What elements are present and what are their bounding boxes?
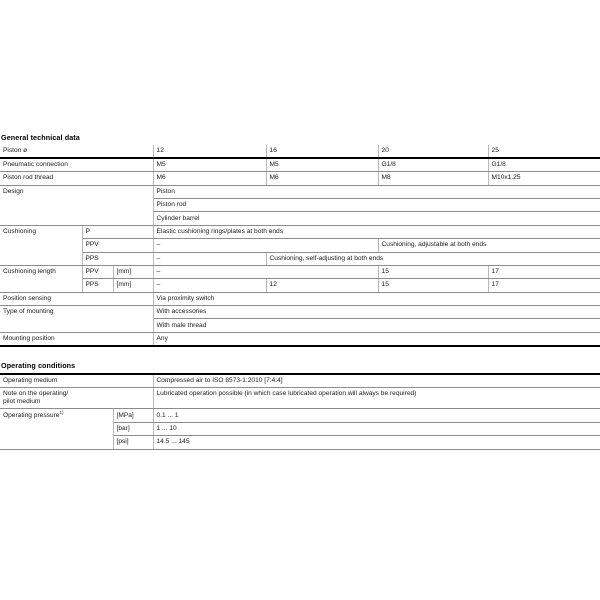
sub-label-cushioning-length-ppv: PPV	[82, 265, 113, 278]
header-size-20: 20	[378, 145, 488, 158]
table-row-operating-pressure-mpa	[0, 409, 600, 422]
cell-cushioning-ppv-adjustable: Cushioning, adjustable at both ends	[378, 239, 600, 252]
table-row-cushioning-pps	[0, 252, 600, 265]
block-general-technical-data	[0, 133, 600, 347]
section-heading-general-technical-data: General technical data	[1, 133, 80, 142]
note-label-line-2: pilot medium	[3, 398, 41, 406]
cell-operating-pressure-psi-value: 14.5 ... 145	[153, 436, 600, 449]
cell-pneumatic-connection-12: M5	[153, 158, 266, 172]
cell-piston-rod-thread-12: M6	[153, 172, 266, 185]
cell-position-sensing-value: Via proximity switch	[153, 292, 600, 305]
datasheet-page	[0, 133, 600, 450]
unit-operating-pressure-psi: [psi]	[113, 436, 153, 449]
cell-piston-rod-thread-20: M8	[378, 172, 488, 185]
section-heading-operating-conditions: Operating conditions	[1, 361, 76, 371]
table-general-technical-data	[0, 145, 600, 348]
cell-cushioning-length-ppv-20: 15	[378, 265, 488, 278]
sub-label-cushioning-p: P	[82, 225, 153, 238]
row-label-cushioning: Cushioning	[0, 225, 82, 265]
header-size-12: 12	[153, 145, 266, 158]
unit-operating-pressure-bar: [bar]	[113, 422, 153, 435]
row-label-note-on-medium	[0, 388, 153, 409]
cell-pneumatic-connection-25: G1/8	[488, 158, 600, 172]
sub-label-cushioning-pps: PPS	[82, 252, 153, 265]
cell-cushioning-pps-dash: –	[153, 252, 266, 265]
cell-operating-pressure-mpa-value: 0.1 ... 1	[153, 409, 600, 422]
table-operating-conditions	[0, 373, 600, 450]
header-label-piston-diameter: Piston ø	[0, 145, 153, 158]
cell-cushioning-p-value: Elastic cushioning rings/plates at both ends	[153, 225, 600, 238]
cell-cushioning-length-pps-16: 12	[266, 279, 378, 292]
table-row-cushioning-length-ppv	[0, 265, 600, 278]
row-label-pneumatic-connection: Pneumatic connection	[0, 158, 153, 172]
cell-operating-pressure-bar-value: 1 ... 10	[153, 422, 600, 435]
cell-piston-rod-thread-16: M6	[266, 172, 378, 185]
header-size-25: 25	[491, 146, 499, 154]
cell-design-piston: Piston	[153, 185, 600, 198]
table-row-operating-medium	[0, 374, 600, 388]
unit-operating-pressure-mpa: [MPa]	[113, 409, 153, 422]
cell-operating-medium-value: Compressed air to ISO 8573-1:2010 [7:4:4]	[153, 374, 600, 388]
section-spacer	[0, 347, 600, 361]
cell-design-cylinder-barrel: Cylinder barrel	[153, 212, 600, 225]
cell-design-piston-rod: Piston rod	[153, 199, 600, 212]
table-row-mounting-position	[0, 332, 600, 346]
cell-note-on-medium-value: Lubricated operation possible (in which case lubricated operation will always be required)	[153, 388, 600, 409]
cell-pneumatic-connection-16: M5	[266, 158, 378, 172]
cell-cushioning-pps-selfadjusting: Cushioning, self-adjusting at both ends	[266, 252, 600, 265]
cell-cushioning-length-ppv-25: 17	[488, 265, 600, 278]
row-label-position-sensing: Position sensing	[0, 292, 153, 305]
table-row-pneumatic-connection	[0, 158, 600, 172]
row-label-piston-rod-thread: Piston rod thread	[0, 172, 153, 185]
footnote-marker: 1)	[59, 409, 64, 415]
row-label-design: Design	[0, 185, 153, 225]
cell-cushioning-length-pps-12: –	[153, 279, 266, 292]
row-label-operating-pressure	[0, 409, 113, 449]
cell-cushioning-length-ppv-12: –	[153, 265, 378, 278]
table-row-position-sensing	[0, 292, 600, 305]
cell-cushioning-length-pps-25: 17	[488, 279, 600, 292]
cell-pneumatic-connection-20: G1/8	[378, 158, 488, 172]
sub-label-cushioning-ppv: PPV	[82, 239, 153, 252]
cell-piston-rod-thread-25: M10x1.25	[488, 172, 600, 185]
row-label-mounting-position: Mounting position	[0, 332, 153, 346]
table-header-row	[0, 145, 600, 158]
table-row-cushioning-length-pps	[0, 279, 600, 292]
row-label-operating-medium: Operating medium	[0, 374, 153, 388]
cell-mounting-position-value: Any	[153, 332, 600, 346]
header-size-16: 16	[266, 145, 378, 158]
table-row-cushioning-p	[0, 225, 600, 238]
block-operating-conditions	[0, 361, 600, 449]
note-label-line-1: Note on the operating/	[3, 390, 69, 398]
table-row-cushioning-ppv	[0, 239, 600, 252]
cell-type-of-mounting-male-thread: With male thread	[153, 319, 600, 332]
unit-cushioning-length-ppv: [mm]	[113, 265, 153, 278]
table-row-note-on-medium	[0, 388, 600, 409]
cell-cushioning-ppv-dash: –	[153, 239, 378, 252]
table-row-piston-rod-thread	[0, 172, 600, 185]
cell-type-of-mounting-accessories: With accessories	[153, 306, 600, 319]
table-row-design-piston	[0, 185, 600, 198]
row-label-cushioning-length: Cushioning length	[0, 265, 82, 292]
operating-pressure-text: Operating pressure	[3, 411, 60, 419]
cell-cushioning-length-pps-20: 15	[378, 279, 488, 292]
table-row-type-of-mounting-accessories	[0, 306, 600, 319]
sub-label-cushioning-length-pps: PPS	[82, 279, 113, 292]
unit-cushioning-length-pps: [mm]	[113, 279, 153, 292]
row-label-type-of-mounting: Type of mounting	[0, 306, 153, 333]
